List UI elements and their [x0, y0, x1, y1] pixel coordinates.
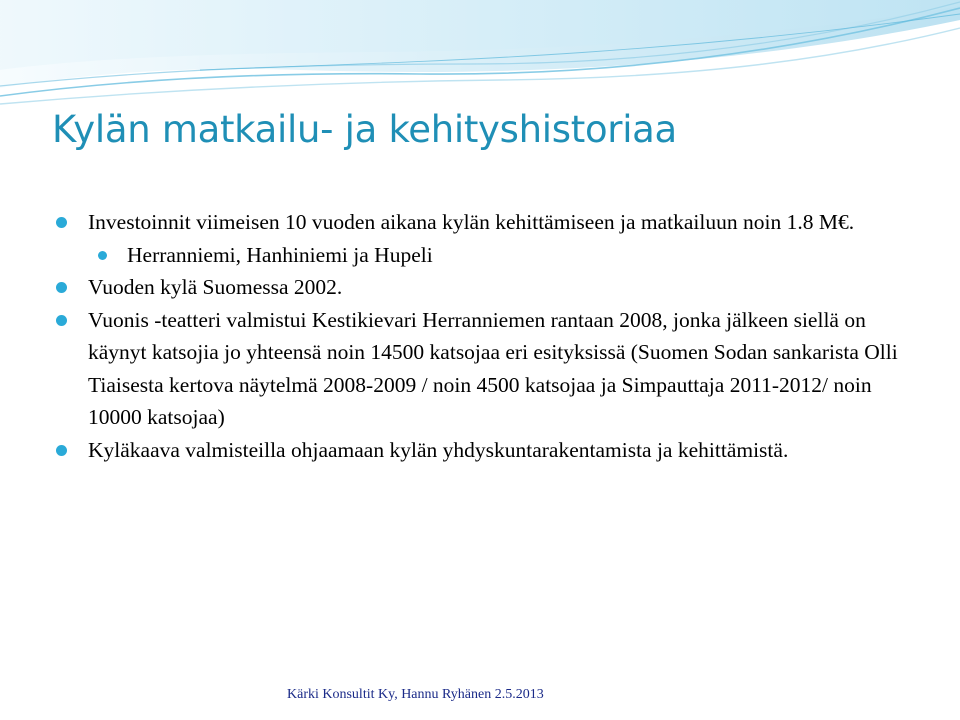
bullet-item [55, 271, 915, 304]
slide-title: Kylän matkailu- ja kehityshistoriaa [52, 108, 677, 151]
bullet-text: Investoinnit viimeisen 10 vuoden aikana kylän kehittämiseen ja matkailuun noin 1.8 M€. [88, 210, 855, 234]
bullet-item [55, 206, 915, 239]
wave-decoration [0, 0, 960, 110]
bullet-dot-icon [56, 282, 67, 293]
bullet-dot-icon [56, 445, 67, 456]
bullet-text: Kyläkaava valmisteilla ohjaamaan kylän yhdyskuntarakentamista ja kehittämistä. [88, 437, 789, 462]
sub-bullet-item [55, 239, 915, 272]
bullet-text: Vuoden kylä Suomessa 2002. [88, 275, 343, 299]
bullet-dot-icon [56, 315, 67, 326]
bullet-item [55, 304, 915, 434]
bullet-dot-icon [98, 251, 107, 260]
bullet-text: Herranniemi, Hanhiniemi ja Hupeli [127, 242, 433, 267]
slide-footer: Kärki Konsultit Ky, Hannu Ryhänen 2.5.2013 [287, 687, 544, 702]
bullet-item [55, 434, 915, 467]
bullet-list [55, 206, 915, 466]
bullet-dot-icon [56, 217, 67, 228]
bullet-text: Vuonis -teatteri valmistui Kestikievari Herranniemen rantaan 2008, jonka jälkeen siellä on käynyt katsojia jo yhteensä noin 14500 katsojaa eri esityksissä (Suomen Sodan sankarista Olli Tiaisesta kertova näytelmä 2008-2009 / noin 4500 katsojaa ja Simpauttaja 2011-2012/ noin 10000 katsojaa) [88, 307, 898, 429]
